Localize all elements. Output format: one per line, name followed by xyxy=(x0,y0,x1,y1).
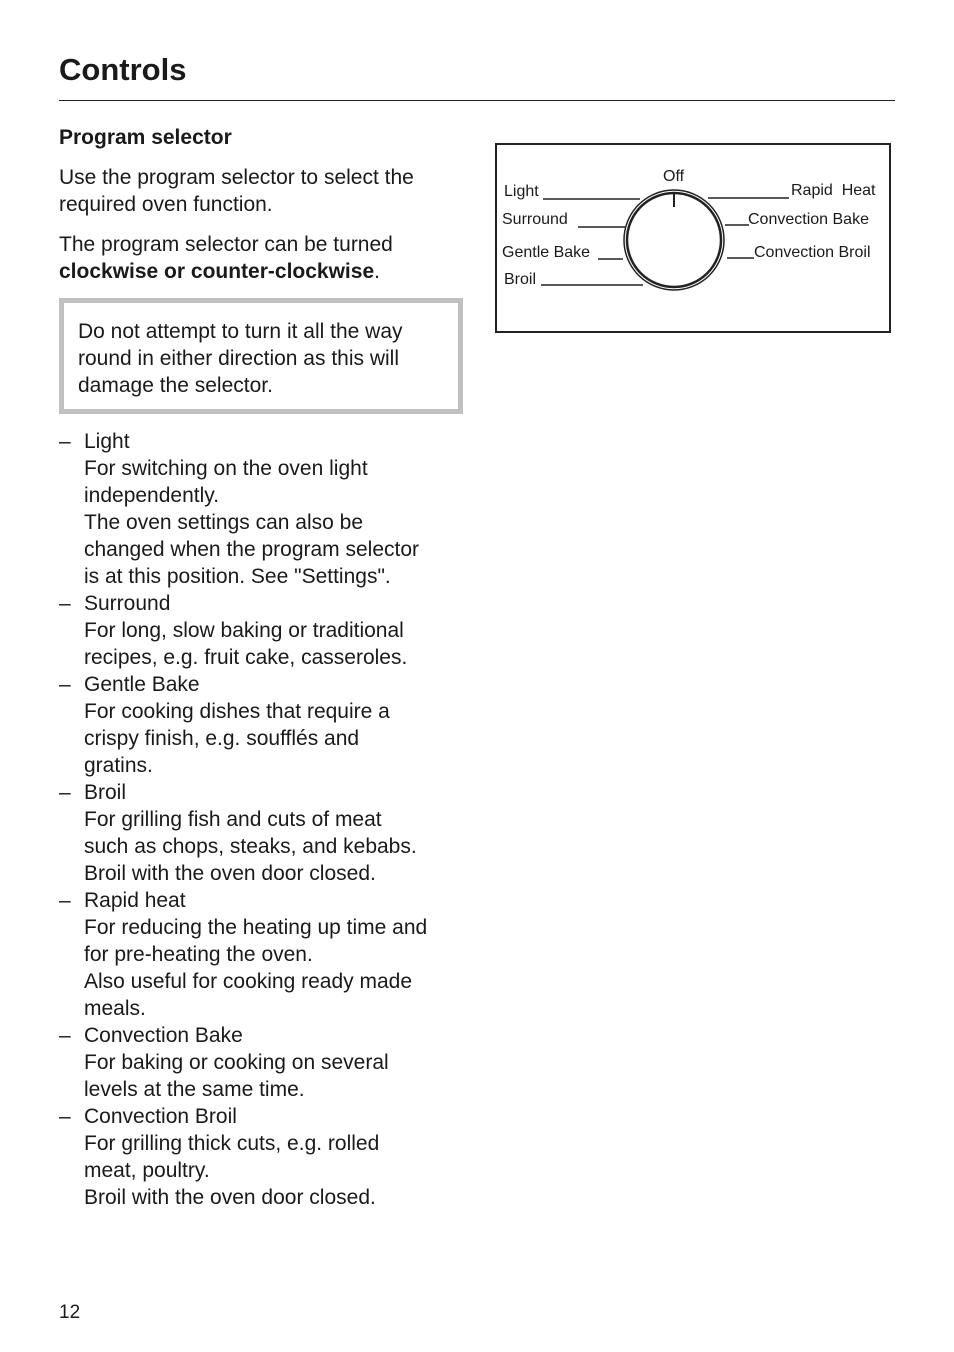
function-description-line: for pre-heating the oven. xyxy=(84,943,313,966)
function-description-line: gratins. xyxy=(84,754,153,777)
list-dash: – xyxy=(59,781,71,804)
selector-dial-drawing xyxy=(497,145,889,331)
title-divider xyxy=(59,100,895,101)
function-description-line: Also useful for cooking ready made xyxy=(84,970,413,993)
function-name: Convection Bake xyxy=(84,1024,243,1047)
turn-paragraph xyxy=(59,231,469,285)
function-name: Gentle Bake xyxy=(84,673,200,696)
function-description-line: For reducing the heating up time and xyxy=(84,916,428,939)
function-description-line: independently. xyxy=(84,484,220,507)
function-description-line: meals. xyxy=(84,997,146,1020)
list-dash: – xyxy=(59,889,71,912)
warning-text: Do not attempt to turn it all the way round in either direction as this will damage the selector. xyxy=(78,320,403,397)
function-name: Surround xyxy=(84,592,171,615)
list-dash: – xyxy=(59,1105,71,1128)
section-heading: Program selector xyxy=(59,126,232,149)
function-name: Light xyxy=(84,430,130,453)
list-dash: – xyxy=(59,673,71,696)
list-dash: – xyxy=(59,592,71,615)
function-description-line: For baking or cooking on several xyxy=(84,1051,389,1074)
list-item xyxy=(59,428,469,590)
warning-box xyxy=(59,298,463,414)
function-description-line: Broil with the oven door closed. xyxy=(84,1186,376,1209)
list-item xyxy=(59,887,469,1022)
turn-end: . xyxy=(374,260,380,283)
program-selector-diagram xyxy=(495,143,891,333)
intro-paragraph: Use the program selector to select the required oven function. xyxy=(59,166,414,216)
function-description-line: The oven settings can also be xyxy=(84,511,364,534)
off-label: Off xyxy=(663,168,685,185)
function-description-line: crispy finish, e.g. soufflés and xyxy=(84,727,360,750)
function-description-line: recipes, e.g. fruit cake, casseroles. xyxy=(84,646,408,669)
function-list xyxy=(59,428,469,1211)
function-description-line: For cooking dishes that require a xyxy=(84,700,390,723)
function-description-line: meat, poultry. xyxy=(84,1159,210,1182)
rapid-heat-label: Rapid Heat xyxy=(791,182,876,199)
function-description-line: Broil with the oven door closed. xyxy=(84,862,376,885)
function-description-line: For switching on the oven light xyxy=(84,457,368,480)
page-number: 12 xyxy=(59,1302,81,1323)
list-item xyxy=(59,1022,469,1103)
list-item xyxy=(59,590,469,671)
list-item xyxy=(59,779,469,887)
main-column xyxy=(59,124,469,1211)
gentle-bake-label: Gentle Bake xyxy=(502,244,591,261)
broil-label: Broil xyxy=(504,271,537,288)
convection-bake-label: Convection Bake xyxy=(748,211,869,228)
function-name: Broil xyxy=(84,781,127,804)
convection-broil-label: Convection Broil xyxy=(754,244,871,261)
dial-knob xyxy=(627,193,721,287)
function-description-line: For long, slow baking or traditional xyxy=(84,619,404,642)
turn-text: The program selector can be turned xyxy=(59,233,393,256)
function-description-line: levels at the same time. xyxy=(84,1078,305,1101)
function-description-line: For grilling thick cuts, e.g. rolled xyxy=(84,1132,380,1155)
page-title: Controls xyxy=(59,52,187,87)
function-name: Convection Broil xyxy=(84,1105,237,1128)
list-dash: – xyxy=(59,430,71,453)
list-item xyxy=(59,1103,469,1211)
surround-label: Surround xyxy=(502,211,568,228)
function-description-line: changed when the program selector xyxy=(84,538,420,561)
light-label: Light xyxy=(504,183,539,200)
function-description-line: is at this position. See "Settings". xyxy=(84,565,391,588)
turn-bold-text: clockwise or counter-clockwise xyxy=(59,260,375,283)
function-description-line: For grilling fish and cuts of meat xyxy=(84,808,382,831)
list-dash: – xyxy=(59,1024,71,1047)
function-description-line: such as chops, steaks, and kebabs. xyxy=(84,835,417,858)
list-item xyxy=(59,671,469,779)
function-name: Rapid heat xyxy=(84,889,186,912)
